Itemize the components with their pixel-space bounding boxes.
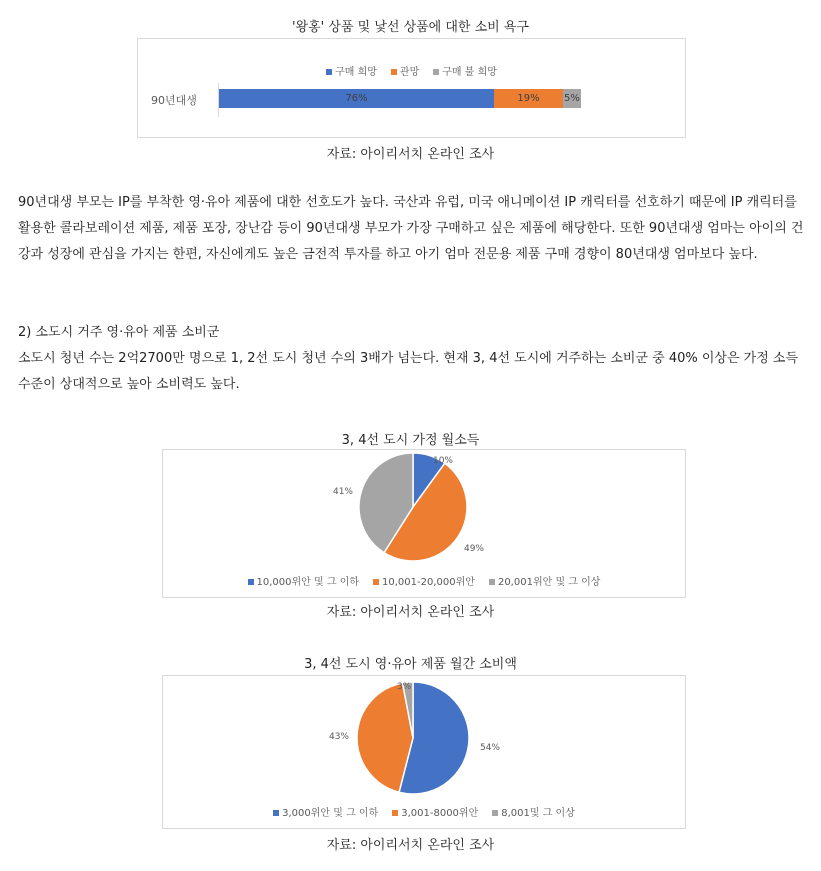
pie1-legend (163, 573, 685, 588)
legend-item (392, 808, 478, 819)
legend-swatch (391, 69, 397, 75)
legend-swatch (273, 810, 279, 816)
legend-item (391, 67, 419, 78)
legend-label: 3,000위안 및 그 이하 (282, 808, 379, 819)
legend-swatch (489, 579, 495, 585)
bar-data-label: 19% (517, 93, 540, 104)
pie-data-label: 10% (432, 456, 454, 466)
legend-swatch (492, 810, 498, 816)
legend-label: 10,001-20,000위안 (382, 577, 475, 588)
paragraph-90s-parents: 90년대생 부모는 IP를 부착한 영·유아 제품에 대한 선호도가 높다. 국산과 유럽, 미국 애니메이션 IP 캐릭터를 선호하기 때문에 IP 캐릭터를 활용한 콜라보레이션 제품, 제품 포장, 장난감 등이 90년대생 부모가 가장 구매하고 싶은 제품에 해당한다. 또한 90년대생 엄마는 아이의 건강과 성장에 관심을 가지는 한편, 자신에게도 높은 금전적 투자를 하고 아기 엄마 전문용 제품 구매 경향이 80년대생 엄마보다 높다. (18, 195, 804, 262)
pie2-frame (162, 675, 686, 829)
pie-data-label: 43% (328, 732, 350, 742)
legend-label: 20,001위안 및 그 이상 (497, 577, 601, 588)
pie-data-label: 41% (332, 487, 354, 497)
legend-label: 8,001및 그 이상 (501, 808, 575, 819)
legend-item (373, 577, 475, 588)
legend-item (489, 577, 601, 588)
bar-category-label: 90년대생 (151, 94, 197, 107)
pie2-source: 자료: 아이리서치 온라인 조사 (326, 838, 495, 853)
legend-label: 3,001-8000위안 (401, 808, 479, 819)
legend-swatch (248, 579, 254, 585)
pie2-title: 3, 4선 도시 영·유아 제품 월간 소비액 (304, 657, 517, 672)
bar-chart-legend (138, 63, 685, 78)
legend-item (326, 67, 377, 78)
legend-label: 10,000위안 및 그 이하 (256, 577, 360, 588)
legend-swatch (433, 69, 439, 75)
legend-item (273, 808, 378, 819)
bar-data-label: 5% (564, 93, 580, 104)
legend-swatch (392, 810, 398, 816)
section2-body: 소도시 청년 수는 2억2700만 명으로 1, 2선 도시 청년 수의 3배가 넘는다. 현재 3, 4선 도시에 거주하는 소비군 중 40% 이상은 가정 소득 수준이 상대적으로 높아 소비력도 높다. (18, 351, 799, 392)
pie-data-label: 49% (463, 544, 485, 554)
legend-swatch (326, 69, 332, 75)
bar-data-label: 76% (345, 93, 368, 104)
legend-label: 구매 불 희망 (442, 67, 497, 78)
legend-label: 구매 희망 (335, 67, 377, 78)
legend-item (433, 67, 497, 78)
bar-chart-title: '왕홍' 상품 및 낯선 상품에 대한 소비 욕구 (291, 20, 529, 35)
bar-track (219, 89, 581, 108)
legend-item (492, 808, 575, 819)
legend-item (248, 577, 360, 588)
bar-chart-frame (137, 38, 686, 138)
bar-chart-source: 자료: 아이리서치 온라인 조사 (326, 147, 495, 162)
section2-heading: 2) 소도시 거주 영·유아 제품 소비군 (18, 325, 220, 340)
legend-label: 관망 (399, 67, 420, 78)
pie-data-label: 3% (396, 682, 412, 692)
bar-segment (563, 89, 581, 108)
pie1-source: 자료: 아이리서치 온라인 조사 (326, 605, 495, 620)
bar-segment (494, 89, 563, 108)
pie1-title: 3, 4선 도시 가정 월소득 (341, 433, 480, 448)
legend-swatch (373, 579, 379, 585)
pie-data-label: 54% (479, 743, 501, 753)
bar-segment (219, 89, 494, 108)
pie2-legend (163, 804, 685, 819)
pie1-frame (162, 449, 686, 598)
